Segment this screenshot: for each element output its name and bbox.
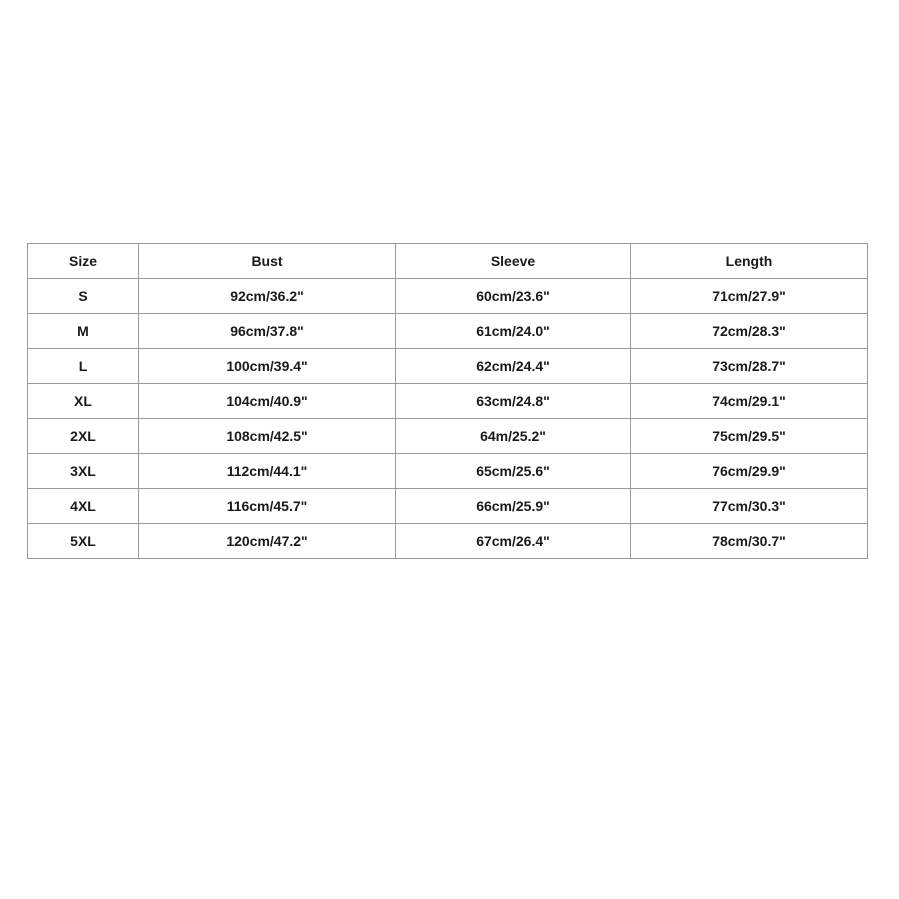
cell-length: 77cm/30.3" (631, 489, 868, 524)
header-bust: Bust (139, 244, 396, 279)
cell-size: 5XL (28, 524, 139, 559)
cell-length: 72cm/28.3" (631, 314, 868, 349)
table-row (28, 279, 868, 314)
cell-sleeve: 65cm/25.6" (396, 454, 631, 489)
cell-bust: 96cm/37.8" (139, 314, 396, 349)
cell-bust: 112cm/44.1" (139, 454, 396, 489)
table-row (28, 384, 868, 419)
cell-bust: 108cm/42.5" (139, 419, 396, 454)
cell-length: 71cm/27.9" (631, 279, 868, 314)
table-row (28, 419, 868, 454)
cell-bust: 116cm/45.7" (139, 489, 396, 524)
cell-bust: 104cm/40.9" (139, 384, 396, 419)
header-sleeve: Sleeve (396, 244, 631, 279)
cell-length: 75cm/29.5" (631, 419, 868, 454)
cell-size: XL (28, 384, 139, 419)
header-size: Size (28, 244, 139, 279)
cell-sleeve: 66cm/25.9" (396, 489, 631, 524)
cell-bust: 100cm/39.4" (139, 349, 396, 384)
size-chart-table (27, 243, 868, 559)
cell-size: 3XL (28, 454, 139, 489)
cell-size: L (28, 349, 139, 384)
table-row (28, 314, 868, 349)
cell-length: 74cm/29.1" (631, 384, 868, 419)
header-length: Length (631, 244, 868, 279)
cell-length: 76cm/29.9" (631, 454, 868, 489)
cell-sleeve: 62cm/24.4" (396, 349, 631, 384)
cell-length: 78cm/30.7" (631, 524, 868, 559)
cell-bust: 120cm/47.2" (139, 524, 396, 559)
cell-size: 4XL (28, 489, 139, 524)
cell-size: S (28, 279, 139, 314)
cell-sleeve: 61cm/24.0" (396, 314, 631, 349)
table-row (28, 489, 868, 524)
cell-sleeve: 67cm/26.4" (396, 524, 631, 559)
cell-size: 2XL (28, 419, 139, 454)
cell-sleeve: 63cm/24.8" (396, 384, 631, 419)
cell-sleeve: 64m/25.2" (396, 419, 631, 454)
table-row (28, 349, 868, 384)
cell-sleeve: 60cm/23.6" (396, 279, 631, 314)
table-row (28, 454, 868, 489)
cell-size: M (28, 314, 139, 349)
header-row (28, 244, 868, 279)
cell-length: 73cm/28.7" (631, 349, 868, 384)
table-row (28, 524, 868, 559)
cell-bust: 92cm/36.2" (139, 279, 396, 314)
